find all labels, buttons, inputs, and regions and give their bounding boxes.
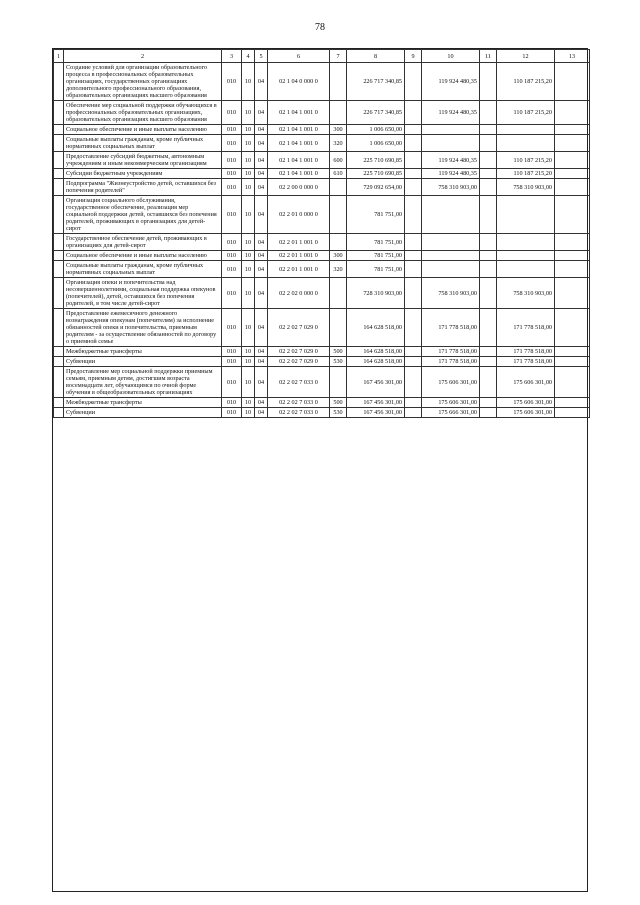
cell-code: 010 (222, 101, 242, 125)
cell-v13 (555, 398, 590, 408)
cell-v9 (405, 398, 422, 408)
cell-vr (330, 278, 347, 309)
page-number: 78 (315, 22, 325, 33)
budget-table (53, 49, 590, 418)
cell-v10: 119 924 480,35 (422, 152, 480, 169)
cell-code: 010 (222, 152, 242, 169)
cell-sub: 04 (255, 125, 268, 135)
cell-v9 (405, 179, 422, 196)
cell-sub: 04 (255, 261, 268, 278)
cell-v13 (555, 63, 590, 101)
cell-sec: 10 (242, 179, 255, 196)
cell-vr: 530 (330, 357, 347, 367)
cell-v8: 781 751,00 (347, 196, 405, 234)
cell-v8: 781 751,00 (347, 261, 405, 278)
cell-v11 (480, 152, 497, 169)
cell-sub: 04 (255, 63, 268, 101)
cell-v9 (405, 278, 422, 309)
cell-tgt: 02 2 02 7 029 0 (268, 357, 330, 367)
table-row (54, 196, 590, 234)
cell-v13 (555, 309, 590, 347)
cell-empty (54, 251, 64, 261)
cell-v13 (555, 169, 590, 179)
column-number: 7 (330, 50, 347, 63)
cell-v12: 758 310 903,00 (497, 179, 555, 196)
cell-sec: 10 (242, 251, 255, 261)
table-row (54, 398, 590, 408)
cell-sec: 10 (242, 125, 255, 135)
cell-v9 (405, 251, 422, 261)
cell-tgt: 02 2 01 1 001 0 (268, 234, 330, 251)
cell-v10: 171 778 518,00 (422, 309, 480, 347)
cell-v10 (422, 234, 480, 251)
cell-v10: 175 606 301,00 (422, 367, 480, 398)
cell-name: Межбюджетные трансферты (64, 398, 222, 408)
cell-v11 (480, 261, 497, 278)
cell-v12 (497, 125, 555, 135)
cell-code: 010 (222, 261, 242, 278)
cell-tgt: 02 2 02 7 029 0 (268, 309, 330, 347)
cell-v9 (405, 261, 422, 278)
cell-tgt: 02 1 04 1 001 0 (268, 135, 330, 152)
table-row (54, 408, 590, 418)
column-number-row (54, 50, 590, 63)
cell-v8: 164 628 518,00 (347, 357, 405, 367)
cell-name: Социальное обеспечение и иные выплаты населению (64, 125, 222, 135)
cell-v11 (480, 179, 497, 196)
cell-sec: 10 (242, 278, 255, 309)
table-row (54, 309, 590, 347)
cell-vr: 600 (330, 152, 347, 169)
cell-code: 010 (222, 251, 242, 261)
cell-tgt: 02 2 02 0 000 0 (268, 278, 330, 309)
cell-v9 (405, 367, 422, 398)
cell-v12: 171 778 518,00 (497, 357, 555, 367)
cell-name: Обеспечение мер социальной поддержки обучающихся в профессиональных образовательных организациях, образовательных организациях высшего образования (64, 101, 222, 125)
cell-v11 (480, 408, 497, 418)
cell-v8: 226 717 340,85 (347, 101, 405, 125)
cell-sub: 04 (255, 278, 268, 309)
cell-sub: 04 (255, 408, 268, 418)
cell-name: Субвенции (64, 408, 222, 418)
table-row (54, 357, 590, 367)
cell-empty (54, 101, 64, 125)
cell-v11 (480, 125, 497, 135)
cell-sec: 10 (242, 101, 255, 125)
cell-code: 010 (222, 347, 242, 357)
cell-empty (54, 357, 64, 367)
cell-v11 (480, 367, 497, 398)
cell-v8: 729 092 654,00 (347, 179, 405, 196)
cell-v9 (405, 169, 422, 179)
cell-v9 (405, 63, 422, 101)
cell-v9 (405, 234, 422, 251)
cell-v10 (422, 261, 480, 278)
cell-v12 (497, 196, 555, 234)
cell-sec: 10 (242, 63, 255, 101)
cell-v8: 1 006 650,00 (347, 135, 405, 152)
table-row (54, 347, 590, 357)
cell-tgt: 02 2 01 1 001 0 (268, 261, 330, 278)
cell-v10 (422, 196, 480, 234)
cell-vr (330, 179, 347, 196)
cell-code: 010 (222, 169, 242, 179)
table-body (54, 63, 590, 418)
cell-v12: 175 606 301,00 (497, 408, 555, 418)
column-number: 6 (268, 50, 330, 63)
table-row (54, 125, 590, 135)
cell-v11 (480, 278, 497, 309)
cell-v10: 758 310 903,00 (422, 278, 480, 309)
cell-v12: 175 606 301,00 (497, 398, 555, 408)
cell-sub: 04 (255, 357, 268, 367)
cell-vr (330, 63, 347, 101)
cell-v11 (480, 101, 497, 125)
cell-v9 (405, 408, 422, 418)
cell-tgt: 02 1 04 1 001 0 (268, 125, 330, 135)
cell-name: Межбюджетные трансферты (64, 347, 222, 357)
cell-sec: 10 (242, 196, 255, 234)
cell-empty (54, 408, 64, 418)
cell-sec: 10 (242, 367, 255, 398)
cell-v11 (480, 135, 497, 152)
cell-tgt: 02 2 02 7 029 0 (268, 347, 330, 357)
cell-v13 (555, 261, 590, 278)
column-number: 3 (222, 50, 242, 63)
cell-tgt: 02 1 04 1 001 0 (268, 169, 330, 179)
cell-v13 (555, 196, 590, 234)
cell-v11 (480, 169, 497, 179)
cell-v8: 167 456 301,00 (347, 398, 405, 408)
cell-code: 010 (222, 357, 242, 367)
cell-name: Социальные выплаты гражданам, кроме публичных нормативных социальных выплат (64, 261, 222, 278)
cell-name: Предоставление субсидий бюджетным, автономным учреждениям и иным некоммерческим организациям (64, 152, 222, 169)
column-number: 8 (347, 50, 405, 63)
cell-v8: 225 710 690,85 (347, 169, 405, 179)
cell-v12 (497, 261, 555, 278)
cell-empty (54, 347, 64, 357)
cell-sec: 10 (242, 261, 255, 278)
cell-name: Субвенции (64, 357, 222, 367)
cell-sub: 04 (255, 309, 268, 347)
column-number: 5 (255, 50, 268, 63)
cell-v9 (405, 357, 422, 367)
cell-name: Создание условий для организации образовательного процесса в профессиональных образовательных организациях, государственных организациях дополнительного профессионального образования, образовательных организациях высшего образования (64, 63, 222, 101)
cell-v13 (555, 234, 590, 251)
cell-v13 (555, 135, 590, 152)
cell-v10: 171 778 518,00 (422, 357, 480, 367)
cell-empty (54, 169, 64, 179)
column-number: 4 (242, 50, 255, 63)
cell-v13 (555, 357, 590, 367)
cell-empty (54, 179, 64, 196)
cell-tgt: 02 2 01 1 001 0 (268, 251, 330, 261)
cell-v12: 110 187 215,20 (497, 63, 555, 101)
cell-v13 (555, 408, 590, 418)
cell-name: Организация социального обслуживания, государственное обеспечение, реализация мер социальной поддержки детей, оставшихся без попечения родителей, проживающих в организациях для детей-сирот (64, 196, 222, 234)
cell-empty (54, 135, 64, 152)
column-number: 2 (64, 50, 222, 63)
cell-sec: 10 (242, 357, 255, 367)
cell-v12: 110 187 215,20 (497, 101, 555, 125)
table-row (54, 261, 590, 278)
cell-v9 (405, 125, 422, 135)
cell-vr (330, 367, 347, 398)
cell-vr: 320 (330, 135, 347, 152)
column-number: 9 (405, 50, 422, 63)
cell-v11 (480, 357, 497, 367)
cell-name: Социальное обеспечение и иные выплаты населению (64, 251, 222, 261)
cell-vr: 300 (330, 125, 347, 135)
cell-tgt: 02 2 00 0 000 0 (268, 179, 330, 196)
cell-v10 (422, 251, 480, 261)
cell-name: Субсидии бюджетным учреждениям (64, 169, 222, 179)
cell-v9 (405, 152, 422, 169)
budget-table-sheet (52, 48, 588, 892)
cell-v12: 171 778 518,00 (497, 347, 555, 357)
cell-empty (54, 309, 64, 347)
cell-v8: 226 717 340,85 (347, 63, 405, 101)
cell-v8: 225 710 690,85 (347, 152, 405, 169)
column-number: 13 (555, 50, 590, 63)
cell-empty (54, 125, 64, 135)
cell-sec: 10 (242, 398, 255, 408)
cell-tgt: 02 1 04 0 000 0 (268, 63, 330, 101)
cell-sec: 10 (242, 169, 255, 179)
table-row (54, 152, 590, 169)
cell-v8: 728 310 903,00 (347, 278, 405, 309)
cell-vr: 500 (330, 398, 347, 408)
cell-v11 (480, 234, 497, 251)
cell-v9 (405, 309, 422, 347)
cell-sub: 04 (255, 179, 268, 196)
table-row (54, 179, 590, 196)
cell-tgt: 02 2 02 7 033 0 (268, 398, 330, 408)
cell-name: Предоставление мер социальной поддержки приемным семьям, приемным детям, достигшим возраста восемнадцати лет, обучающимся по очной форме обучения в общеобразовательных организациях (64, 367, 222, 398)
cell-v12 (497, 251, 555, 261)
cell-vr (330, 234, 347, 251)
cell-v12: 175 606 301,00 (497, 367, 555, 398)
cell-v11 (480, 309, 497, 347)
cell-code: 010 (222, 234, 242, 251)
cell-tgt: 02 2 01 0 000 0 (268, 196, 330, 234)
cell-v8: 164 628 518,00 (347, 309, 405, 347)
cell-sec: 10 (242, 135, 255, 152)
cell-tgt: 02 1 04 1 001 0 (268, 101, 330, 125)
cell-vr: 610 (330, 169, 347, 179)
cell-empty (54, 261, 64, 278)
table-row (54, 101, 590, 125)
cell-code: 010 (222, 125, 242, 135)
cell-name: Подпрограмма "Жизнеустройство детей, оставшихся без попечения родителей" (64, 179, 222, 196)
cell-v13 (555, 347, 590, 357)
cell-vr: 300 (330, 251, 347, 261)
cell-v11 (480, 196, 497, 234)
cell-sub: 04 (255, 367, 268, 398)
cell-v12 (497, 135, 555, 152)
cell-v8: 781 751,00 (347, 234, 405, 251)
cell-empty (54, 278, 64, 309)
cell-v10: 171 778 518,00 (422, 347, 480, 357)
cell-sub: 04 (255, 196, 268, 234)
cell-v10: 175 666 301,00 (422, 408, 480, 418)
cell-v11 (480, 251, 497, 261)
table-row (54, 135, 590, 152)
cell-v10: 119 924 480,35 (422, 169, 480, 179)
cell-code: 010 (222, 309, 242, 347)
cell-v12: 110 187 215,20 (497, 152, 555, 169)
cell-vr (330, 101, 347, 125)
cell-v13 (555, 152, 590, 169)
cell-v8: 781 751,00 (347, 251, 405, 261)
cell-v11 (480, 347, 497, 357)
cell-code: 010 (222, 135, 242, 152)
cell-v10: 758 310 903,00 (422, 179, 480, 196)
cell-empty (54, 367, 64, 398)
cell-v12 (497, 234, 555, 251)
cell-v11 (480, 63, 497, 101)
cell-sub: 04 (255, 398, 268, 408)
cell-sub: 04 (255, 347, 268, 357)
cell-code: 010 (222, 367, 242, 398)
cell-code: 010 (222, 398, 242, 408)
table-row (54, 169, 590, 179)
cell-v10: 119 924 480,35 (422, 63, 480, 101)
cell-code: 010 (222, 278, 242, 309)
cell-v11 (480, 398, 497, 408)
cell-v8: 164 628 518,00 (347, 347, 405, 357)
cell-v10 (422, 125, 480, 135)
cell-sub: 04 (255, 101, 268, 125)
table-row (54, 234, 590, 251)
table-row (54, 63, 590, 101)
cell-v9 (405, 101, 422, 125)
cell-vr: 320 (330, 261, 347, 278)
cell-tgt: 02 2 02 7 033 0 (268, 367, 330, 398)
cell-sec: 10 (242, 152, 255, 169)
cell-sec: 10 (242, 234, 255, 251)
cell-v9 (405, 347, 422, 357)
cell-empty (54, 196, 64, 234)
cell-v8: 1 006 650,00 (347, 125, 405, 135)
cell-v13 (555, 367, 590, 398)
cell-name: Социальные выплаты гражданам, кроме публичных нормативных социальных выплат (64, 135, 222, 152)
cell-vr (330, 196, 347, 234)
cell-sub: 04 (255, 234, 268, 251)
cell-v12: 171 778 518,00 (497, 309, 555, 347)
cell-vr: 530 (330, 408, 347, 418)
cell-v9 (405, 135, 422, 152)
cell-tgt: 02 2 02 7 033 0 (268, 408, 330, 418)
table-row (54, 278, 590, 309)
cell-v13 (555, 125, 590, 135)
table-row (54, 251, 590, 261)
column-number: 10 (422, 50, 480, 63)
cell-name: Предоставление ежемесячного денежного вознаграждения опекунам (попечителям) за исполнение обязанностей опеки и попечительства, приемным родителям - за осуществление обязанностей по договору о приемной семье (64, 309, 222, 347)
cell-v13 (555, 101, 590, 125)
cell-sec: 10 (242, 309, 255, 347)
cell-sub: 04 (255, 152, 268, 169)
cell-code: 010 (222, 408, 242, 418)
cell-v10: 119 924 480,35 (422, 101, 480, 125)
cell-v13 (555, 179, 590, 196)
cell-sec: 10 (242, 408, 255, 418)
cell-sub: 04 (255, 169, 268, 179)
cell-sec: 10 (242, 347, 255, 357)
cell-empty (54, 63, 64, 101)
cell-sub: 04 (255, 251, 268, 261)
column-number: 11 (480, 50, 497, 63)
cell-name: Организация опеки и попечительства над несовершеннолетними, социальная поддержка опекунов (попечителей), детей, оставшихся без попечения родителей, в том числе детей-сирот (64, 278, 222, 309)
table-row (54, 367, 590, 398)
cell-v13 (555, 278, 590, 309)
cell-vr: 500 (330, 347, 347, 357)
cell-v8: 167 456 301,00 (347, 408, 405, 418)
cell-empty (54, 152, 64, 169)
cell-v8: 167 456 301,00 (347, 367, 405, 398)
column-number: 1 (54, 50, 64, 63)
cell-v10: 175 606 301,00 (422, 398, 480, 408)
cell-v10 (422, 135, 480, 152)
cell-sub: 04 (255, 135, 268, 152)
cell-v13 (555, 251, 590, 261)
cell-code: 010 (222, 179, 242, 196)
cell-v12: 110 187 215,20 (497, 169, 555, 179)
cell-name: Государственное обеспечение детей, проживающих в организациях для детей-сирот (64, 234, 222, 251)
cell-code: 010 (222, 196, 242, 234)
cell-vr (330, 309, 347, 347)
cell-tgt: 02 1 04 1 001 0 (268, 152, 330, 169)
cell-v9 (405, 196, 422, 234)
cell-empty (54, 234, 64, 251)
column-number: 12 (497, 50, 555, 63)
cell-empty (54, 398, 64, 408)
cell-v12: 758 310 903,00 (497, 278, 555, 309)
cell-code: 010 (222, 63, 242, 101)
